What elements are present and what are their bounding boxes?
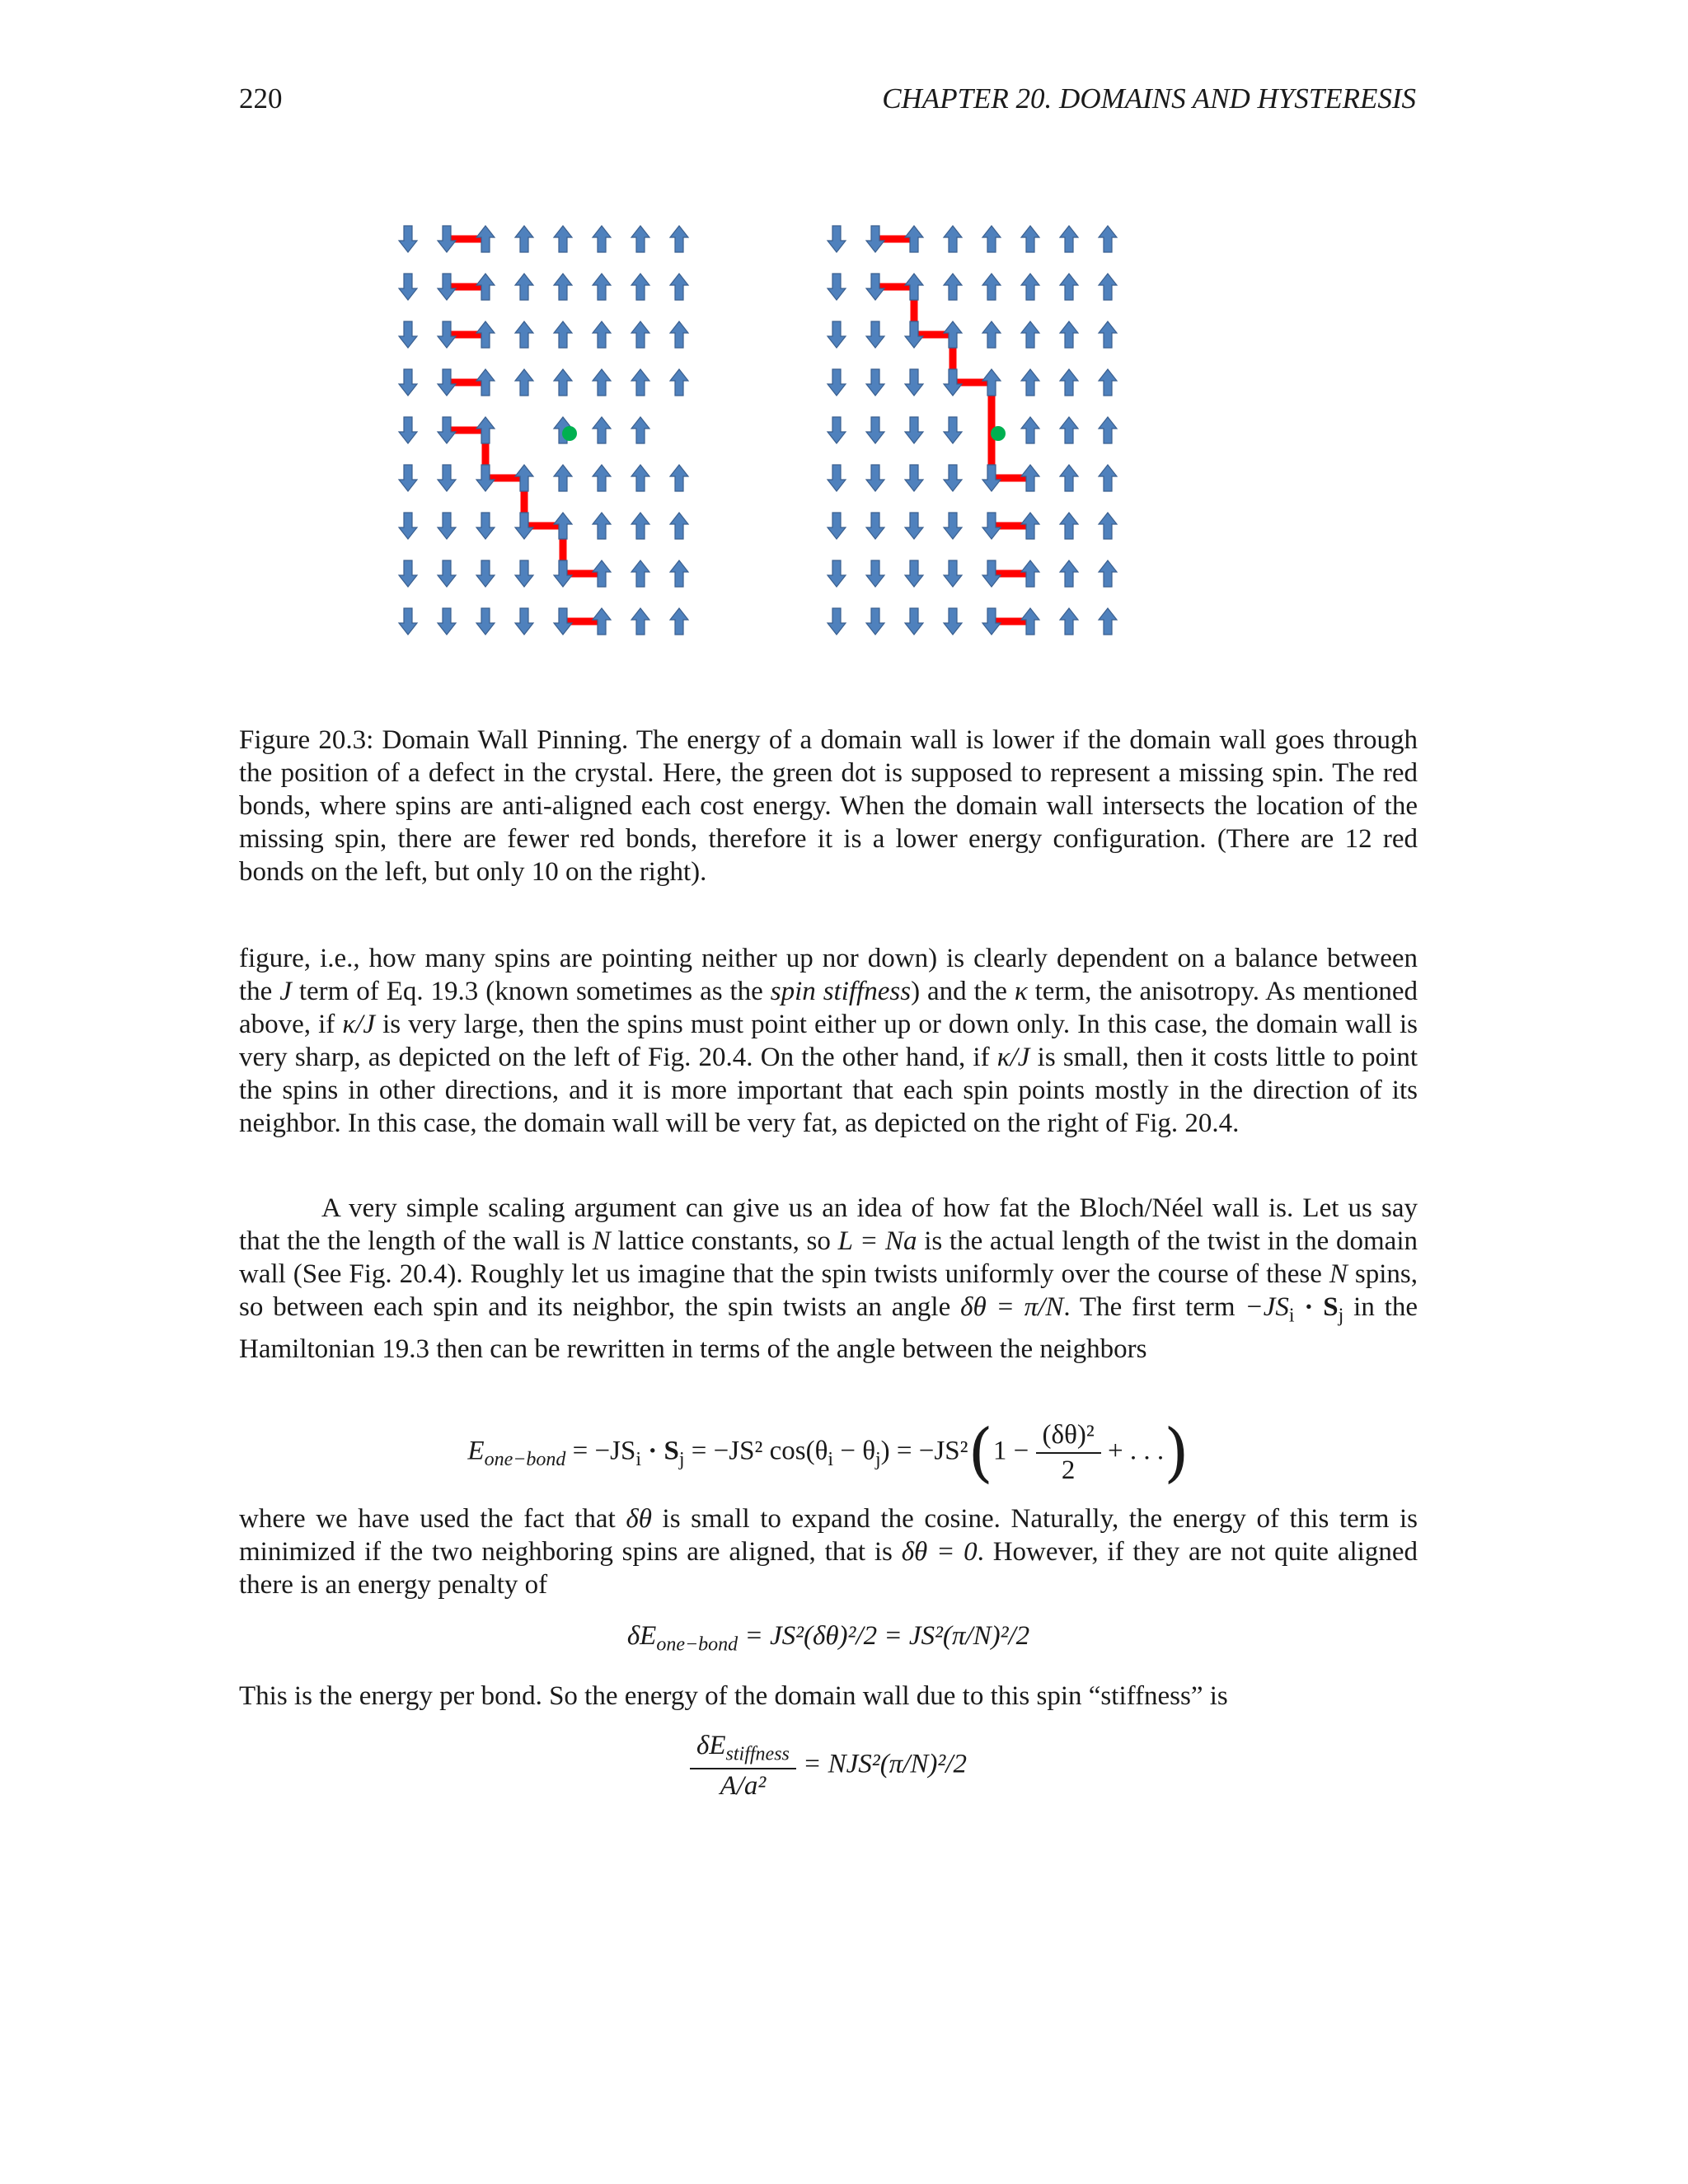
eq1-rparen: ) [1164,1416,1189,1490]
equation-one-bond [239,1416,1418,1490]
spin-up-arrow [1060,465,1078,491]
spin-down-arrow [905,465,923,491]
spin-down-arrow [828,226,846,252]
p2-length: L = Na [837,1226,917,1256]
p2-sub-i: i [1288,1305,1295,1327]
spin-up-arrow [554,321,572,348]
paragraph-1 [239,942,1418,1140]
spin-up-arrow [670,321,688,348]
spin-up-arrow [670,560,688,587]
spin-up-arrow [554,465,572,491]
p4-text: This is the energy per bond. So the energy of the domain wall due to this spin “stiffness” is [239,1681,1228,1711]
spin-up-arrow [670,274,688,300]
spin-up-arrow [670,226,688,252]
spin-up-arrow [631,608,649,635]
spin-down-arrow [866,513,884,539]
spin-up-arrow [593,226,611,252]
spin-down-arrow [399,226,417,252]
spin-up-arrow [1060,321,1078,348]
spin-down-arrow [438,608,456,635]
spin-up-arrow [1021,369,1039,396]
spin-down-arrow [866,560,884,587]
spin-down-arrow [476,513,495,539]
spin-down-arrow [828,274,846,300]
spin-up-arrow [1099,417,1117,443]
spin-up-arrow [1060,274,1078,300]
spin-down-arrow [828,417,846,443]
spin-up-arrow [593,274,611,300]
spin-up-arrow [554,369,572,396]
p2-text-e: . The first term [1063,1292,1245,1322]
spin-down-arrow [399,417,417,443]
p3-angle-2: δθ = 0 [901,1537,978,1567]
spin-down-arrow [866,608,884,635]
spin-up-arrow [593,369,611,396]
spin-up-arrow [631,274,649,300]
eq1-tail: + . . . [1100,1436,1165,1466]
spin-up-arrow [631,465,649,491]
spin-up-arrow [554,226,572,252]
equation-penalty [239,1621,1418,1657]
spin-up-arrow [1099,369,1117,396]
spin-up-arrow [670,608,688,635]
p2-text-f: in the Hamiltonian 19.3 then can be rewritten in terms of the angle between the neighbors [239,1292,1418,1364]
eq1-ti: i [828,1449,834,1471]
spin-up-arrow [1060,226,1078,252]
eq1-minus: − θ [833,1436,875,1466]
spin-up-arrow [593,321,611,348]
spin-down-arrow [828,513,846,539]
spin-down-arrow [828,560,846,587]
spin-up-arrow [1099,608,1117,635]
spin-up-arrow [631,369,649,396]
paragraph-4 [239,1680,1418,1713]
spin-down-arrow [476,608,495,635]
p2-symbol-n1: N [592,1226,611,1256]
spin-up-arrow [1099,226,1117,252]
eq1-numerator: (δθ)² [1036,1420,1101,1454]
eq3-fraction [690,1731,796,1802]
spin-up-arrow [1099,465,1117,491]
spin-up-arrow [982,274,1001,300]
spin-down-arrow [399,369,417,396]
p3-angle-1: δθ [626,1504,652,1534]
spin-up-arrow [982,321,1001,348]
spin-down-arrow [866,417,884,443]
p3-text-c: . However, if they are not quite aligned there is an energy penalty of [239,1537,1418,1600]
spin-up-arrow [554,274,572,300]
spin-down-arrow [828,608,846,635]
spin-down-arrow [944,417,962,443]
spin-down-arrow [944,465,962,491]
p2-text-a: A very simple scaling argument can give us an idea of how fat the Bloch/Néel wall is. Let us say that the the length of the wall is [239,1193,1418,1256]
spin-up-arrow [1099,513,1117,539]
p1-symbol-j: J [279,977,292,1006]
spin-up-arrow [1099,321,1117,348]
spin-down-arrow [866,465,884,491]
spin-down-arrow [944,608,962,635]
spin-down-arrow [944,513,962,539]
spin-up-arrow [593,513,611,539]
spin-down-arrow [515,608,533,635]
eq1-tj: j [875,1449,881,1471]
spin-down-arrow [399,513,417,539]
defect-missing-spin [991,426,1006,441]
figure-caption [239,724,1418,888]
eq1-denominator: 2 [1061,1455,1076,1485]
spin-down-arrow [866,321,884,348]
eq1-sub: one−bond [484,1449,566,1471]
eq3-numerator [690,1731,796,1769]
p2-angle: δθ = π/N [960,1292,1064,1322]
eq2-sub: one−bond [656,1633,738,1656]
spin-up-arrow [1021,417,1039,443]
spin-up-arrow [631,321,649,348]
equation-stiffness [239,1731,1418,1802]
eq3-num-sub: stiffness [725,1743,790,1765]
p3-text-a: where we have used the fact that [239,1504,626,1534]
spin-up-arrow [593,417,611,443]
spin-down-arrow [438,513,456,539]
spin-down-arrow [828,321,846,348]
spin-up-arrow [515,369,533,396]
eq1-cos: = −JS² cos(θ [684,1436,828,1466]
spin-up-arrow [631,560,649,587]
p1-text-e: is very large, then the spins must point either up or down only. In this case, the domain wall is very sharp, as depicted on the left of Fig. 20.4. On the other hand, if [239,1010,1418,1072]
p1-text-b: term of Eq. 19.3 (known sometimes as the [291,977,771,1006]
spin-down-arrow [476,560,495,587]
eq2-rest: = JS²(δθ)²/2 = JS²(π/N)²/2 [738,1621,1030,1651]
p3-text-b: is small to expand the cosine. Naturally, the energy of this term is minimized if the two neighboring spins are aligned, that is [239,1504,1418,1567]
spin-up-arrow [515,321,533,348]
eq1-close: ) = −JS² [880,1436,968,1466]
spin-down-arrow [438,560,456,587]
chapter-title: CHAPTER 20. DOMAINS AND HYSTERESIS [882,82,1416,115]
spin-down-arrow [399,560,417,587]
spin-up-arrow [631,417,649,443]
spin-up-arrow [1021,321,1039,348]
eq3-rest: = NJS²(π/N)²/2 [795,1749,967,1779]
spin-up-arrow [670,369,688,396]
p2-symbol-n2: N [1329,1259,1348,1289]
spin-up-arrow [982,226,1001,252]
spin-down-arrow [944,560,962,587]
eq1-si: i [635,1449,642,1471]
spin-up-arrow [1060,513,1078,539]
spin-up-arrow [1060,560,1078,587]
spin-up-arrow [515,274,533,300]
eq1-mid: = −JS [565,1436,636,1466]
spin-up-arrow [1021,274,1039,300]
spin-up-arrow [1060,417,1078,443]
p1-ratio-1: κ/J [342,1010,376,1039]
caption-text: Figure 20.3: Domain Wall Pinning. The energy of a domain wall is lower if the domain wall goes through the position of a defect in the crystal. Here, the green dot is supposed to represent a missing spin. The red bonds, where spins are anti-aligned each cost energy. When the domain wall intersects the location of the missing spin, there are fewer red bonds, therefore it is a lower energy configuration. (There are 12 red bonds on the left, but only 10 on the right). [239,725,1418,887]
spin-up-arrow [944,226,962,252]
spin-up-arrow [670,465,688,491]
page-number: 220 [239,82,283,115]
p2-dot: · S [1294,1292,1339,1322]
eq1-sj: j [678,1449,685,1471]
p1-text-f: is small, then it costs little to point the spins in other directions, and it is more important that each spin points mostly in the direction of its neighbor. In this case, the domain wall will be very fat, as depicted on the right of Fig. 20.4. [239,1043,1418,1138]
spin-down-arrow [399,465,417,491]
spin-up-arrow [1099,560,1117,587]
p1-text-c: ) and the [911,977,1015,1006]
eq1-e: E [467,1436,485,1466]
running-header [239,82,1416,115]
p1-text-d: term, the anisotropy. As mentioned above, if [239,977,1418,1039]
spin-up-arrow [944,274,962,300]
spin-down-arrow [905,513,923,539]
spin-up-arrow [1060,608,1078,635]
spin-down-arrow [828,465,846,491]
eq1-lparen: ( [968,1416,993,1490]
p2-text-c: is the actual length of the twist in the domain wall (See Fig. 20.4). Roughly let us imagine that the spin twists uniformly over the course of these [239,1226,1418,1289]
spin-up-arrow [1060,369,1078,396]
spin-down-arrow [438,465,456,491]
p1-text-a: figure, i.e., how many spins are pointing neither up nor down) is clearly dependent on a balance between the [239,944,1418,1006]
spin-down-arrow [905,560,923,587]
spin-down-arrow [399,321,417,348]
spin-down-arrow [905,608,923,635]
spin-up-arrow [1021,226,1039,252]
spin-up-arrow [515,226,533,252]
spin-up-arrow [631,226,649,252]
spin-down-arrow [515,560,533,587]
eq1-fraction [1036,1420,1101,1486]
spin-up-arrow [670,513,688,539]
spin-down-arrow [905,417,923,443]
paragraph-3 [239,1502,1418,1601]
spin-down-arrow [399,608,417,635]
p1-ratio-2: κ/J [996,1043,1030,1072]
eq1-one: 1 − [992,1436,1036,1466]
spin-down-arrow [828,369,846,396]
spin-down-arrow [399,274,417,300]
p1-emphasis: spin stiffness [770,977,912,1006]
spin-up-arrow [631,513,649,539]
spin-down-arrow [866,369,884,396]
spin-up-arrow [1099,274,1117,300]
eq3-num-lead: δE [696,1731,726,1760]
spin-down-arrow [905,369,923,396]
paragraph-2 [239,1192,1418,1366]
spin-up-arrow [593,465,611,491]
eq1-dot: · S [641,1436,679,1466]
p2-term: −JS [1245,1292,1289,1322]
p2-sub-j: j [1338,1305,1344,1327]
p2-text-b: lattice constants, so [610,1226,838,1256]
eq3-denominator: A/a² [720,1770,767,1801]
p2-text-d: spins, so between each spin and its neighbor, the spin twists an angle [239,1259,1418,1322]
p1-symbol-kappa: κ [1014,977,1028,1006]
spin-lattice-figure [0,198,1688,659]
eq2-lead: δE [626,1621,657,1651]
defect-missing-spin [562,426,577,441]
